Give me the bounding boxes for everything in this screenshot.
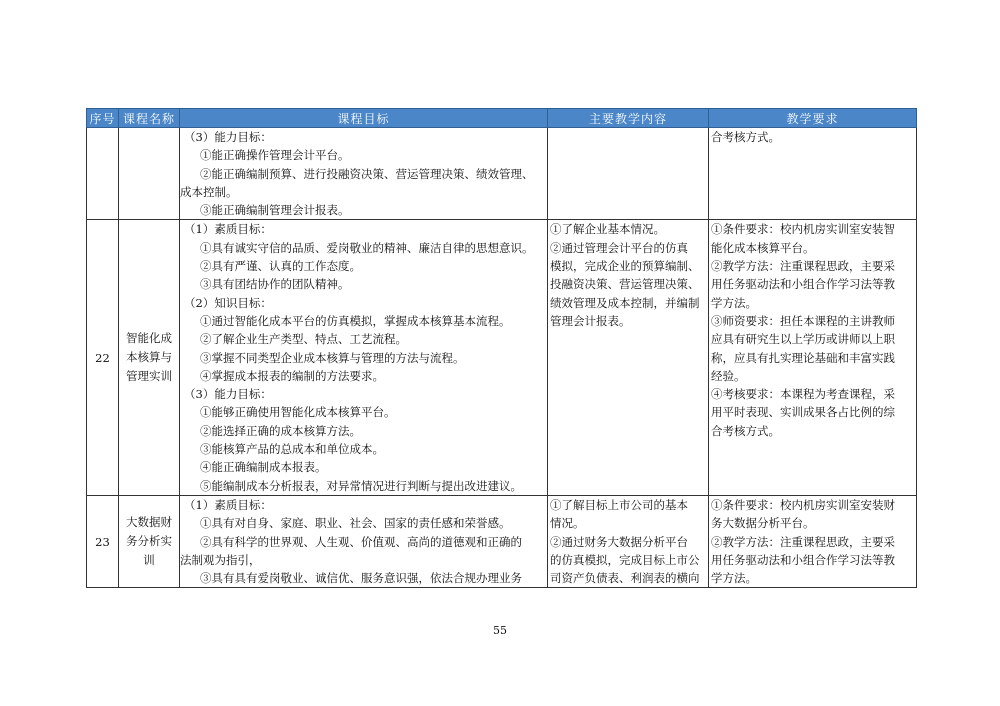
requirement-line: 经验。 xyxy=(711,368,746,383)
goal-line: ②能正确编制预算、进行投融资决策、营运管理决策、绩效管理、 xyxy=(200,166,534,181)
goal-line: ④掌握成本报表的编制的方法要求。 xyxy=(200,368,384,383)
table-row xyxy=(87,220,917,495)
content-line: 投融资决策、营运管理决策、 xyxy=(550,277,700,292)
content-line: ①了解企业基本情况。 xyxy=(550,222,665,237)
goal-line: ③具有团结协作的团队精神。 xyxy=(200,277,350,292)
goal-line: ③能正确编制管理会计报表。 xyxy=(200,203,350,218)
requirement-line: 用任务驱动法和小组合作学习法等教 xyxy=(711,277,895,292)
goal-line: ①通过智能化成本平台的仿真模拟，掌握成本核算基本流程。 xyxy=(200,313,511,328)
content-line: 司资产负债表、利润表的横向 xyxy=(550,571,700,586)
header-course-goal: 课程目标 xyxy=(180,109,548,128)
header-course-name: 课程名称 xyxy=(119,109,180,128)
goal-line: 成本控制。 xyxy=(180,184,238,199)
course-name-line: 训 xyxy=(143,553,155,568)
requirement-line: 称，应具有扎实理论基础和丰富实践 xyxy=(711,350,895,365)
course-name-cell xyxy=(119,128,180,220)
requirement-line: 合考核方式。 xyxy=(711,130,780,144)
goal-line: 法制观为指引， xyxy=(180,552,261,567)
goal-line: （1）素质目标： xyxy=(184,222,272,237)
table-body xyxy=(87,128,917,588)
content-line: 模拟，完成企业的预算编制、 xyxy=(550,259,700,274)
requirement-line: 应具有研究生以上学历或讲师以上职 xyxy=(711,332,895,347)
content-line: ②通过财务大数据分析平台 xyxy=(550,534,688,549)
row-number: 23 xyxy=(87,495,119,587)
course-name-line: 智能化成 xyxy=(126,331,172,346)
goal-line: ⑤能编制成本分析报表，对异常情况进行判断与提出改进建议。 xyxy=(200,478,522,493)
teaching-requirement-cell xyxy=(709,220,917,495)
course-goal-cell xyxy=(180,220,548,495)
goal-line: ③能核算产品的总成本和单位成本。 xyxy=(200,442,384,457)
requirement-line: ④考核要求：本课程为考查课程，采 xyxy=(711,387,895,402)
goal-line: ②能选择正确的成本核算方法。 xyxy=(200,423,361,438)
content-line: ①了解目标上市公司的基本 xyxy=(550,497,688,512)
table-row xyxy=(87,128,917,220)
content-line: 绩效管理及成本控制，并编制 xyxy=(550,295,700,310)
requirement-line: 务大数据分析平台。 xyxy=(711,516,815,531)
content-line: ②通过管理会计平台的仿真 xyxy=(550,240,688,255)
teaching-content-cell xyxy=(548,220,709,495)
content-line: 的仿真模拟，完成目标上市公 xyxy=(550,552,700,567)
course-name-line: 本核算与 xyxy=(126,350,172,365)
requirement-line: ①条件要求：校内机房实训室安装财 xyxy=(711,497,895,512)
goal-line: ①能够正确使用智能化成本核算平台。 xyxy=(200,405,396,420)
course-name-line: 务分析实 xyxy=(126,534,172,549)
requirement-line: 学方法。 xyxy=(711,571,757,586)
goal-line: （3）能力目标： xyxy=(184,130,272,144)
requirement-line: 能化成本核算平台。 xyxy=(711,240,815,255)
goal-line: ①具有诚实守信的品质、爱岗敬业的精神、廉洁自律的思想意识。 xyxy=(200,240,534,255)
course-goal-cell xyxy=(180,128,548,220)
requirement-line: 学方法。 xyxy=(711,295,757,310)
requirement-line: 用任务驱动法和小组合作学习法等教 xyxy=(711,552,895,567)
requirement-line: 合考核方式。 xyxy=(711,423,780,438)
course-name-line: 大数据财 xyxy=(126,515,172,530)
requirement-line: 用平时表现、实训成果各占比例的综 xyxy=(711,405,895,420)
goal-line: ①具有对自身、家庭、职业、社会、国家的责任感和荣誉感。 xyxy=(200,516,511,531)
goal-line: （1）素质目标： xyxy=(184,497,272,512)
header-no: 序号 xyxy=(87,109,119,128)
goal-line: ③具有具有爱岗敬业、诚信优、服务意识强，依法合规办理业务 xyxy=(200,571,522,586)
requirement-line: ②教学方法：注重课程思政，主要采 xyxy=(711,534,895,549)
requirement-line: ③师资要求：担任本课程的主讲教师 xyxy=(711,313,895,328)
goal-line: （2）知识目标： xyxy=(184,295,272,310)
page-number: 55 xyxy=(493,624,507,637)
goal-line: ③掌握不同类型企业成本核算与管理的方法与流程。 xyxy=(200,350,465,365)
header-teaching-requirement: 教学要求 xyxy=(709,109,917,128)
row-number xyxy=(87,128,119,220)
teaching-content-cell xyxy=(548,495,709,587)
goal-line: ①能正确操作管理会计平台。 xyxy=(200,148,350,163)
course-name-cell xyxy=(119,495,180,587)
course-name-cell xyxy=(119,220,180,495)
course-table xyxy=(86,108,917,588)
goal-line: ②了解企业生产类型、特点、工艺流程。 xyxy=(200,332,407,347)
course-name-line: 管理实训 xyxy=(126,369,172,384)
row-number: 22 xyxy=(87,220,119,495)
goal-line: ②具有严谨、认真的工作态度。 xyxy=(200,259,361,274)
table-header-row xyxy=(87,109,917,128)
content-line: 管理会计报表。 xyxy=(550,313,631,328)
goal-line: ④能正确编制成本报表。 xyxy=(200,460,327,475)
header-teaching-content: 主要教学内容 xyxy=(548,109,709,128)
goal-line: （3）能力目标： xyxy=(184,387,272,402)
course-goal-cell xyxy=(180,495,548,587)
requirement-line: ②教学方法：注重课程思政，主要采 xyxy=(711,259,895,274)
table-row xyxy=(87,495,917,587)
teaching-requirement-cell xyxy=(709,128,917,220)
content-line: 情况。 xyxy=(550,516,585,531)
goal-line: ②具有科学的世界观、人生观、价值观、高尚的道德观和正确的 xyxy=(200,534,522,549)
teaching-content-cell xyxy=(548,128,709,220)
teaching-requirement-cell xyxy=(709,495,917,587)
requirement-line: ①条件要求：校内机房实训室安装智 xyxy=(711,222,895,237)
